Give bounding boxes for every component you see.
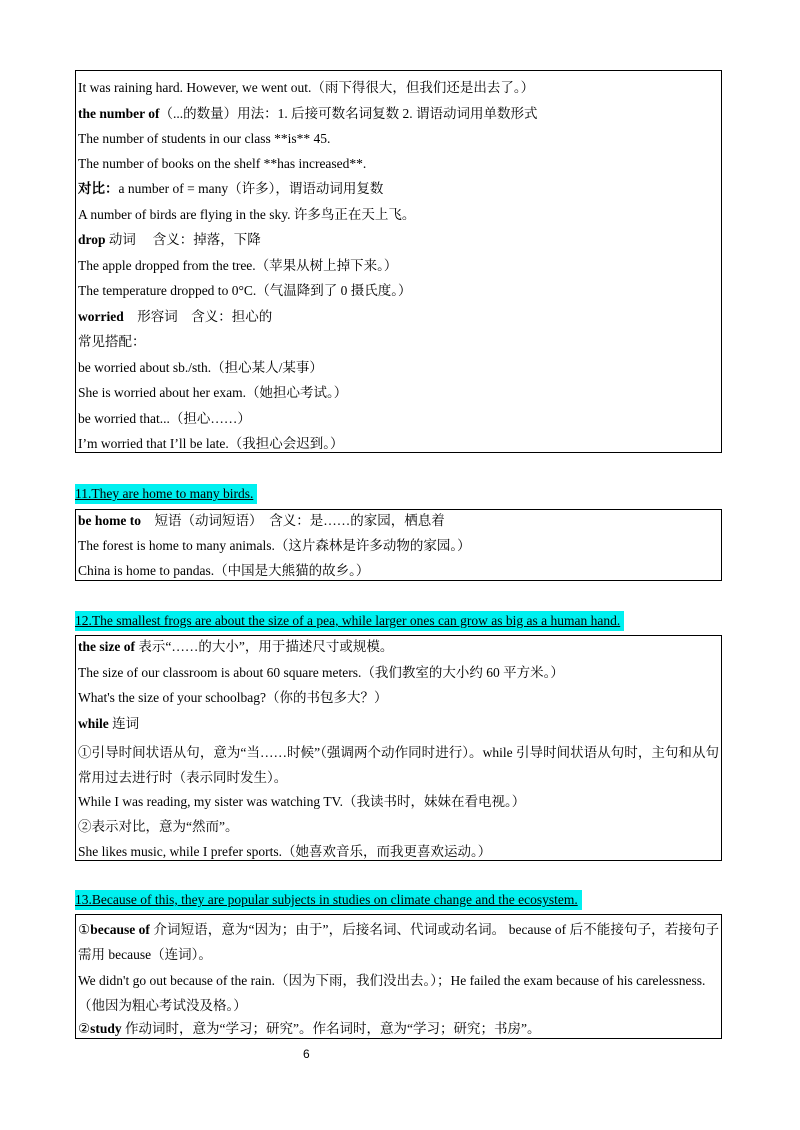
term: worried (78, 309, 124, 324)
text-line (78, 231, 719, 249)
text-line: She is worried about her exam.（她担心考试。） (78, 385, 348, 400)
text-line: While I was reading, my sister was watching TV.（我读书时，妹妹在看电视。） (78, 794, 526, 809)
text-line (78, 638, 719, 656)
term: 对比： (78, 181, 119, 196)
list-marker: ① (78, 922, 91, 937)
text-line (78, 308, 719, 326)
text-line (78, 715, 719, 733)
term: the number of (78, 106, 160, 121)
sentence-heading-12: 12.The smallest frogs are about the size of a pea, while larger ones can grow as big as a human hand. (75, 611, 624, 631)
text-line: The number of students in our class **is** 45. (78, 131, 331, 146)
text-line: The forest is home to many animals.（这片森林是许多动物的家园。） (78, 538, 471, 553)
list-marker: ② (78, 1021, 91, 1036)
definition: 形容词 含义：担心的 (123, 309, 273, 324)
text-line (78, 105, 719, 123)
definition: 连词 (108, 716, 140, 731)
text-line: ②表示对比，意为“然而”。 (78, 819, 239, 834)
text-line: She likes music, while I prefer sports.（她喜欢音乐，而我更喜欢运动。） (78, 844, 492, 859)
text-line (78, 512, 719, 530)
definition: a number of = many（许多），谓语动词用复数 (118, 181, 384, 196)
definition: 介词短语，意为“因为；由于”，后接名词、代词或动名词。 because of 后不能接句子，若接句子需用 because（连词）。 (78, 922, 720, 962)
notes-box-1 (75, 70, 722, 453)
term: while (78, 716, 109, 731)
text-line: It was raining hard. However, we went out.（雨下得很大，但我们还是出去了。） (78, 80, 535, 95)
text-line: What's the size of your schoolbag?（你的书包多大？） (78, 690, 388, 705)
text-line: China is home to pandas.（中国是大熊猫的故乡。） (78, 563, 370, 578)
definition: 动词 含义：掉落，下降 (105, 232, 261, 247)
page-number: 6 (303, 1047, 310, 1061)
text-line: The number of books on the shelf **has increased**. (78, 156, 367, 171)
term: the size of (78, 639, 135, 654)
text-line: We didn't go out because of the rain.（因为下雨，我们没出去。）；He failed the exam because of his carelessness.（他因为粗心考试没及格。） (78, 973, 706, 1013)
text-line (78, 180, 719, 198)
text-line: 常见搭配： (78, 334, 146, 349)
text-line (78, 917, 719, 967)
definition: 作动词时，意为“学习；研究”。作名词时，意为“学习；研究；书房”。 (121, 1021, 541, 1036)
definition: 表示“……的大小”，用于描述尺寸或规模。 (134, 639, 394, 654)
text-line: The temperature dropped to 0°C.（气温降到了 0 摄氏度。） (78, 283, 412, 298)
notes-box-2 (75, 509, 722, 581)
sentence-heading-11: 11.They are home to many birds. (75, 484, 257, 504)
sentence-heading-13: 13.Because of this, they are popular subjects in studies on climate change and the ecosystem. (75, 890, 582, 910)
text-line: The size of our classroom is about 60 square meters.（我们教室的大小约 60 平方米。） (78, 665, 564, 680)
text-line: The apple dropped from the tree.（苹果从树上掉下来。） (78, 258, 398, 273)
notes-box-4 (75, 914, 722, 1039)
text-line: A number of birds are flying in the sky. 许多鸟正在天上飞。 (78, 207, 416, 222)
text-line: I’m worried that I’ll be late.（我担心会迟到。） (78, 436, 344, 451)
text-line: ①引导时间状语从句，意为“当……时候”（强调两个动作同时进行）。while 引导时间状语从句时，主句和从句常用过去进行时（表示同时发生）。 (78, 745, 719, 785)
term: drop (78, 232, 106, 247)
term: because of (90, 922, 150, 937)
term: be home to (78, 513, 141, 528)
definition: 短语（动词短语） 含义：是……的家园，栖息着 (141, 513, 445, 528)
text-line: be worried about sb./sth.（担心某人/某事） (78, 360, 323, 375)
term: study (90, 1021, 122, 1036)
text-line: be worried that...（担心……） (78, 411, 251, 426)
definition: （...的数量）用法：1. 后接可数名词复数 2. 谓语动词用单数形式 (159, 106, 538, 121)
text-line (78, 1020, 719, 1038)
notes-box-3 (75, 635, 722, 861)
